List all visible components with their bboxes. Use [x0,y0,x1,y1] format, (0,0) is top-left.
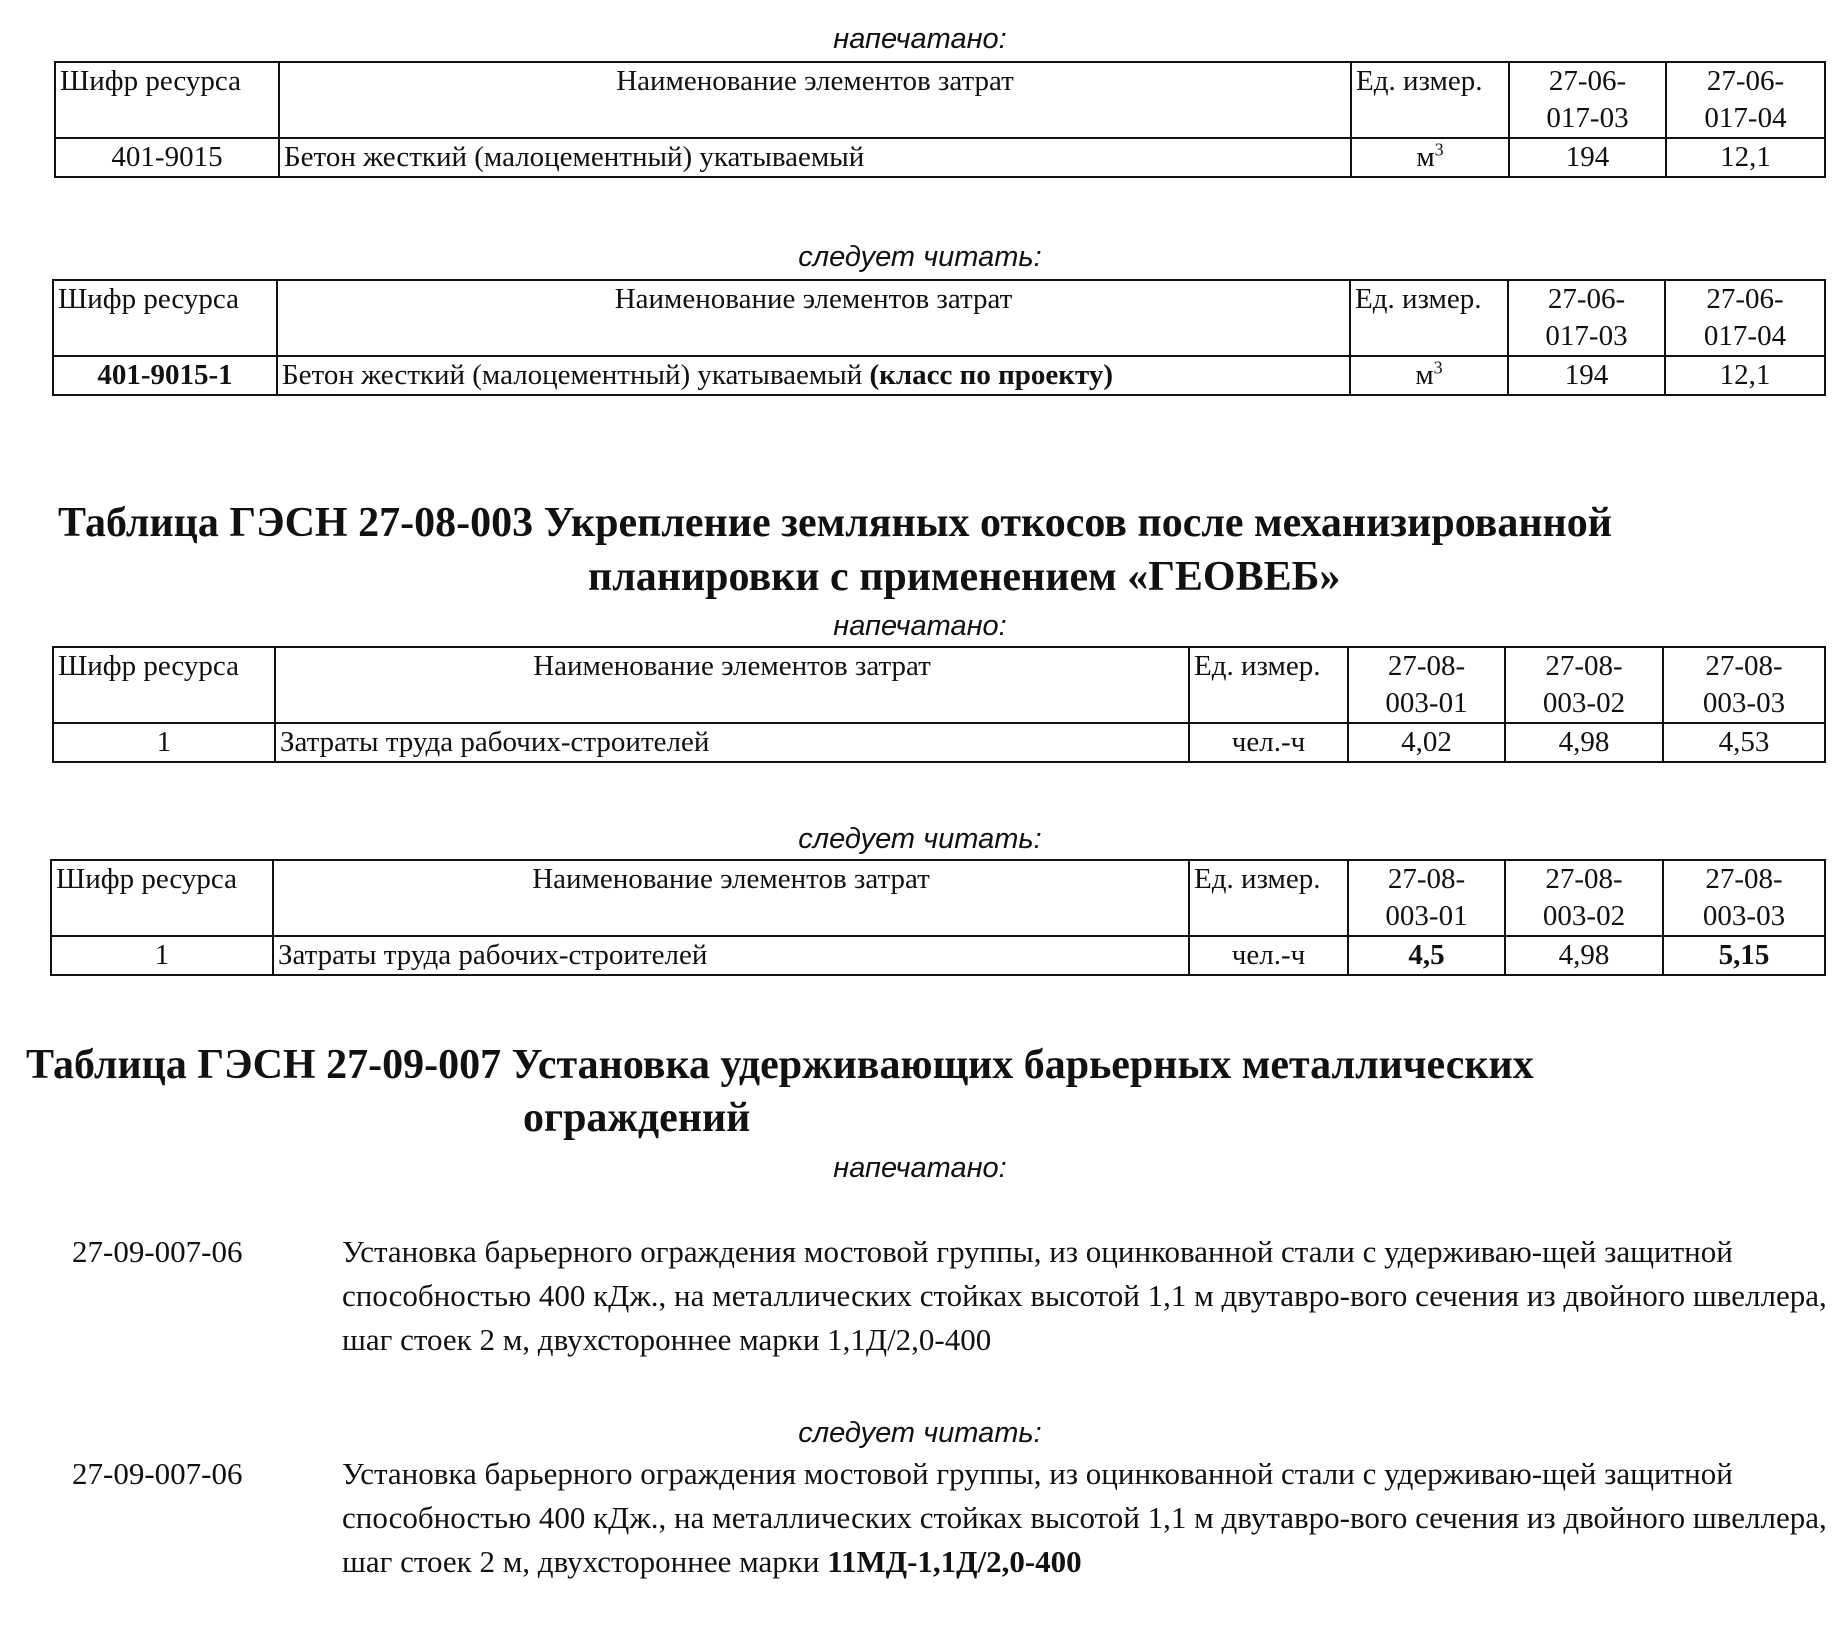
header-name: Наименование элементов затрат [273,860,1189,936]
row-unit: $м^3$ [1350,356,1508,395]
table-1-printed [54,61,1826,178]
header-col: 27-08- 003-01 [1348,647,1505,723]
label-printed-2: напечатано: [833,610,1007,642]
paragraph-text: Установка барьерного ограждения мостовой группы, из оцинкованной стали с удерживаю-щей защитной способностью 400 кДж., на металлических стойках высотой 1,1 м двутавро-вого сечения из двойного швеллера, шаг стоек 2 м, двухстороннее марки 11МД-1,1Д/2,0-400 [342,1456,1827,1579]
header-col: 27-06- 017-03 [1508,280,1665,356]
header-unit: Ед. измер. [1189,647,1348,723]
table-header-row [53,647,1825,723]
row-code: 1 [51,936,273,975]
label-should-read-3: следует читать: [798,1417,1042,1449]
paragraph-text: Установка барьерного ограждения мостовой группы, из оцинкованной стали с удерживаю-щей защитной способностью 400 кДж., на металлических стойках высотой 1,1 м двутавро-вого сечения из двойного швеллера, шаг стоек 2 м, двухстороннее марки 1,1Д/2,0-400 [342,1234,1827,1357]
table-header-row [51,860,1825,936]
row-name: Затраты труда рабочих-строителей [275,723,1189,762]
heading-27-08-003-line1: Таблица ГЭСН 27-08-003 Укрепление земляных откосов после механизированной [58,500,1612,546]
paragraph-code: 27-09-007-06 [72,1234,243,1269]
header-col: 27-06- 017-04 [1665,280,1825,356]
row-code: 401-9015 [55,138,279,177]
header-col: 27-08- 003-01 [1348,860,1505,936]
header-code: Шифр ресурса [55,62,279,138]
paragraph-corrected [72,1452,1832,1592]
table-row [53,723,1825,762]
paragraph-printed [72,1230,1832,1370]
heading-27-08-003-line2: планировки с применением «ГЕОВЕБ» [588,554,1341,600]
table-1-corrected [52,279,1826,396]
header-col: 27-08- 003-03 [1663,860,1825,936]
table-header-row [53,280,1825,356]
label-should-read-1: следует читать: [798,241,1042,273]
table-2-corrected [50,859,1826,976]
header-code: Шифр ресурса [51,860,273,936]
row-value: 4,02 [1348,723,1505,762]
row-code: 401-9015-1 [53,356,277,395]
label-printed-3: напечатано: [833,1152,1007,1184]
row-name: Бетон жесткий (малоцементный) укатываемый (класс по проекту) [277,356,1350,395]
header-col: 27-08- 003-02 [1505,860,1663,936]
row-value: 4,98 [1505,936,1663,975]
header-unit: Ед. измер. [1350,280,1508,356]
heading-27-09-007-line2: ограждений [523,1095,751,1141]
row-value: 12,1 [1666,138,1825,177]
row-name: Затраты труда рабочих-строителей [273,936,1189,975]
row-unit: $м^3$ [1351,138,1509,177]
row-unit: чел.-ч [1189,723,1348,762]
header-name: Наименование элементов затрат [275,647,1189,723]
header-unit: Ед. измер. [1189,860,1348,936]
row-name: Бетон жесткий (малоцементный) укатываемый [279,138,1351,177]
header-col: 27-06- 017-04 [1666,62,1825,138]
row-value: 4,98 [1505,723,1663,762]
heading-27-09-007-line1: Таблица ГЭСН 27-09-007 Установка удерживающих барьерных металлических [26,1042,1534,1088]
label-should-read-2: следует читать: [798,823,1042,855]
header-col: 27-06- 017-03 [1509,62,1666,138]
table-row [53,356,1825,395]
header-col: 27-08- 003-02 [1505,647,1663,723]
row-value: 194 [1508,356,1665,395]
row-unit: чел.-ч [1189,936,1348,975]
header-col: 27-08- 003-03 [1663,647,1825,723]
row-value: 5,15 [1663,936,1825,975]
header-code: Шифр ресурса [53,280,277,356]
label-printed-1: напечатано: [833,23,1007,55]
row-value: 4,53 [1663,723,1825,762]
row-value: 12,1 [1665,356,1825,395]
header-unit: Ед. измер. [1351,62,1509,138]
table-2-printed [52,646,1826,763]
row-value: 4,5 [1348,936,1505,975]
header-code: Шифр ресурса [53,647,275,723]
table-header-row [55,62,1825,138]
paragraph-code: 27-09-007-06 [72,1456,243,1491]
table-row [55,138,1825,177]
table-row [51,936,1825,975]
row-value: 194 [1509,138,1666,177]
row-code: 1 [53,723,275,762]
header-name: Наименование элементов затрат [277,280,1350,356]
header-name: Наименование элементов затрат [279,62,1351,138]
